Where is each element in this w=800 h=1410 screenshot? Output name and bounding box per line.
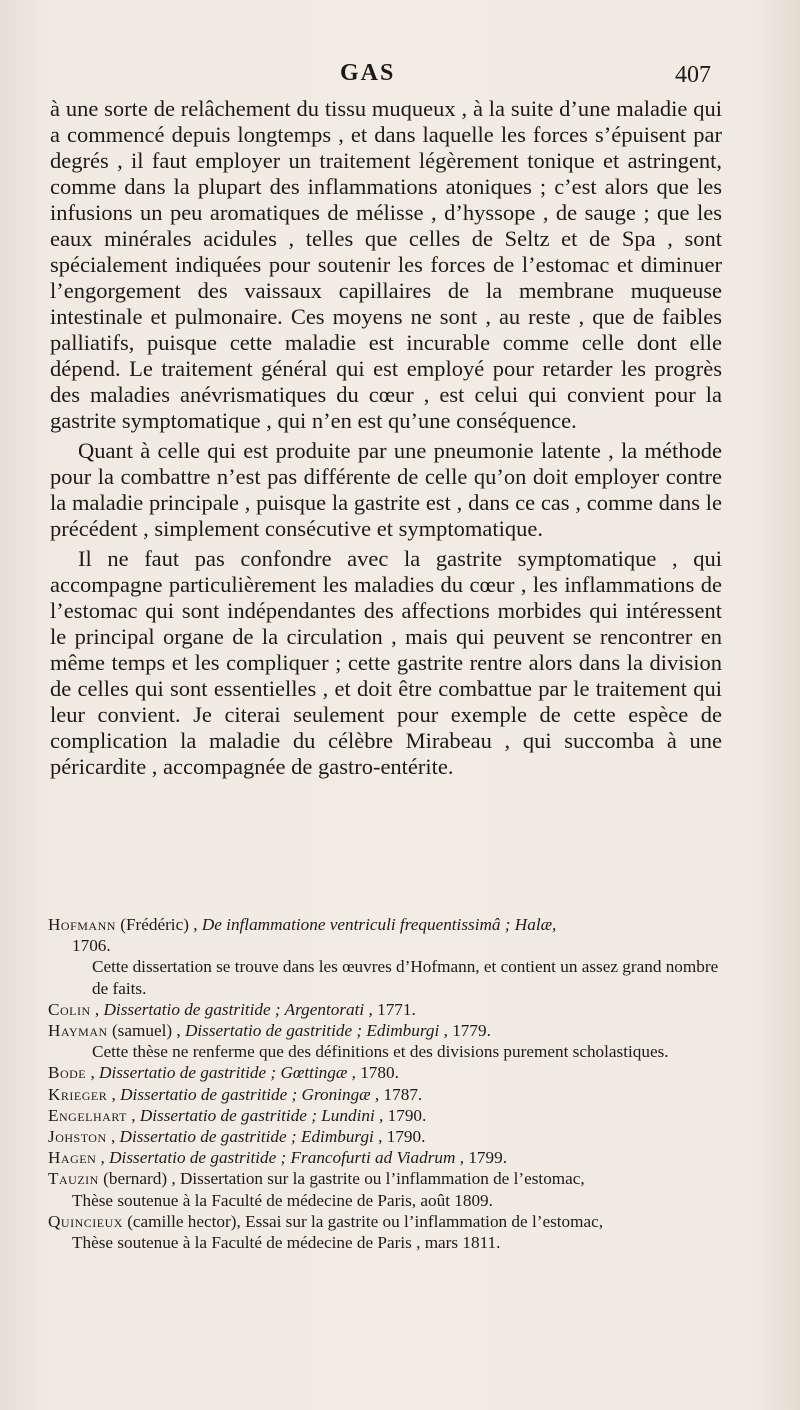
reference-author: Colin [48, 999, 91, 1019]
reference-detail: , [126, 1105, 140, 1125]
reference-year: 1799. [464, 1148, 507, 1168]
reference-title: Dissertatio de gastritide ; Gœttingæ , [99, 1063, 356, 1083]
reference-author: Hagen [48, 1148, 97, 1168]
reference-title-roman: Dissertation sur la gastrite ou l’inflammation de l’estomac, [179, 1169, 585, 1189]
reference-title: Dissertatio de gastritide ; Argentorati , [103, 999, 373, 1019]
reference-detail: (Frédéric) , [115, 915, 202, 934]
reference-note: Cette dissertation se trouve dans les œuvres d’Hofmann, et contient un assez grand nombre de faits. [92, 957, 719, 998]
reference-title: Dissertatio de gastritide ; Francofurti ad Viadrum , [109, 1148, 465, 1168]
running-title: GAS [340, 60, 396, 86]
reference-entry [48, 1084, 728, 1105]
page-number: 407 [675, 62, 711, 88]
reference-entry [48, 999, 728, 1020]
reference-title: Dissertatio de gastritide ; Edimburgi , [119, 1127, 383, 1147]
reference-entry [48, 1126, 728, 1147]
reference-continuation: Thèse soutenue à la Faculté de médecine de Paris , mars 1811. [72, 1233, 501, 1253]
body-text [50, 96, 722, 780]
reference-entry [48, 1105, 728, 1126]
reference-author: Bode [48, 1063, 87, 1083]
paragraph: Quant à celle qui est produite par une pneumonie latente , la méthode pour la combattre n’est pas différente de celle qu’on doit employer contre la maladie principale , puisque la gastrite est , dans ce cas , comme dans le précédent , simplement consécutive et symptomatique. [50, 438, 722, 541]
reference-detail: (bernard) , [98, 1169, 180, 1189]
reference-note: Cette thèse ne renferme que des définitions et des divisions purement scholastiques. [92, 1042, 669, 1062]
reference-author: Quincieux [48, 1211, 123, 1231]
reference-year: 1787. [379, 1084, 423, 1104]
reference-date: 1706. [72, 936, 111, 956]
bibliography [48, 914, 728, 1253]
reference-entry [48, 1147, 728, 1168]
reference-entry [48, 914, 728, 999]
reference-entry [48, 1211, 728, 1253]
reference-year: 1790. [382, 1127, 426, 1147]
reference-entry [48, 1062, 728, 1083]
reference-detail: , [96, 1148, 110, 1168]
reference-year: 1790. [383, 1105, 427, 1125]
reference-title: Dissertatio de gastritide ; Groningæ , [120, 1084, 380, 1104]
reference-author: Johston [48, 1127, 107, 1147]
reference-title: Dissertatio de gastritide ; Lundini , [139, 1105, 384, 1125]
reference-year: 1780. [355, 1063, 399, 1083]
reference-author: Hayman [48, 1021, 108, 1041]
reference-detail: (camille hector), [122, 1211, 246, 1231]
reference-detail: , [90, 999, 104, 1019]
reference-author: Engelhart [48, 1105, 127, 1125]
reference-detail: (samuel) , [107, 1021, 185, 1041]
paragraph: Il ne faut pas confondre avec la gastrite symptomatique , qui accompagne particulièrement les maladies du cœur , les inflammations de l’estomac qui sont indépendantes des affections morbides qui intéressent le principal organe de la circulation , mais qui peuvent se rencontrer en même temps et les compliquer ; cette gastrite rentre alors dans la division de celles qui sont essentielles , et doit être combattue par le traitement qui leur convient. Je citerai seulement pour exemple de cette espèce de complication la maladie du célèbre Mirabeau , qui succomba à une péricardite , accompagnée de gastro-entérite. [50, 546, 722, 779]
reference-year: 1771. [372, 999, 416, 1019]
reference-detail: , [86, 1063, 100, 1083]
reference-detail: , [106, 1127, 120, 1147]
reference-continuation: Thèse soutenue à la Faculté de médecine de Paris, août 1809. [72, 1190, 493, 1210]
reference-author: Krieger [48, 1084, 108, 1104]
reference-author: Hofmann [48, 915, 116, 934]
reference-entry [48, 1020, 728, 1062]
paragraph: à une sorte de relâchement du tissu muqueux , à la suite d’une maladie qui a commencé depuis longtemps , et dans laquelle les forces s’épuisent par degrés , il faut employer un traitement légèrement tonique et astringent, comme dans la plupart des inflammations atoniques ; c’est alors que les infusions un peu aromatiques de mélisse , d’hyssope , de sauge ; que les eaux minérales acidules , telles que celles de Seltz et de Spa , sont spécialement indiquées pour soutenir les forces de l’estomac et diminuer l’engorgement des vaissaux capillaires de la membrane muqueuse intestinale et pulmonaire. Ces moyens ne sont , au reste , que de faibles palliatifs, puisque cette maladie est incurable comme celle dont elle dépend. Le traitement général qui est employé pour retarder les progrès des maladies anévrismatiques du cœur , est celui qui convient pour la gastrite symptomatique , qui n’en est qu’une conséquence. [50, 96, 722, 433]
reference-entry [48, 1168, 728, 1210]
reference-title-roman: Essai sur la gastrite ou l’inflammation de l’estomac, [245, 1211, 604, 1231]
reference-year: 1779. [447, 1021, 491, 1041]
reference-title: De inflammatione ventriculi frequentissimâ ; Halæ, [201, 915, 557, 934]
reference-detail: , [107, 1084, 121, 1104]
reference-title: Dissertatio de gastritide ; Edimburgi , [184, 1021, 448, 1041]
reference-author: Tauzin [48, 1169, 99, 1189]
page-header [0, 58, 800, 94]
